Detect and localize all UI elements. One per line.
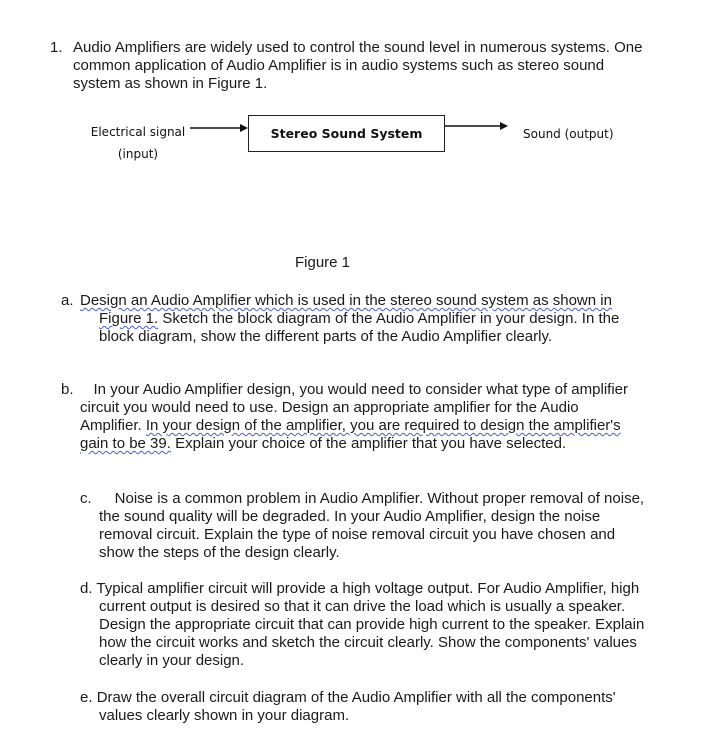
item-b bbox=[61, 381, 629, 453]
item-a-text: Sketch the block diagram of the Audio Amplifier in your design. In the block diagram, show the different parts of the Audio Amplifier clearly. bbox=[99, 310, 620, 345]
item-e-label: e. bbox=[80, 689, 93, 706]
item-d-text: Typical amplifier circuit will provide a high voltage output. For Audio Amplifier, high current output is desired so that it can drive the load which is usually a speaker. Design the appropriate circuit that can provide high current to the speaker. Explain how the circuit works and sketch the circuit clearly. Show the components' values clearly in your design. bbox=[96, 580, 645, 669]
item-c bbox=[80, 490, 648, 562]
input-label bbox=[90, 121, 186, 165]
output-arrow bbox=[445, 120, 511, 132]
item-a: a. Design an Audio Amplifier which is used in the stereo sound system as shown in Figure 1. Sketch the block diagram of the Audio Amplifier in your design. In the block diagram, show the different parts of the Audio Amplifier clearly. bbox=[61, 292, 620, 345]
output-label: Sound (output) bbox=[523, 127, 614, 141]
input-arrow bbox=[190, 122, 250, 134]
item-c-label: c. bbox=[80, 490, 92, 507]
input-label-line2: (input) bbox=[117, 147, 159, 161]
figure-caption: Figure 1 bbox=[295, 254, 351, 271]
item-b-text2: Explain your choice of the amplifier that you have selected. bbox=[170, 435, 567, 452]
question-intro: Audio Amplifiers are widely used to control the sound level in numerous systems. One common application of Audio Amplifier is in audio systems such as stereo sound system as shown in Figure 1. bbox=[73, 39, 643, 92]
item-b-text1: In your Audio Amplifier design, you would need to consider what type of amplifier circuit you would need to use. Design an appropriate amplifier for the Audio Amplifier. bbox=[80, 381, 628, 434]
item-c-text: Noise is a common problem in Audio Amplifier. Without proper removal of noise, the sound quality will be degraded. In your Audio Amplifier, design the noise removal circuit. Explain the type of noise removal circuit you have chosen and show the steps of the design clearly. bbox=[99, 490, 645, 561]
item-e bbox=[80, 689, 648, 725]
item-a-underlined: Design an Audio Amplifier which is used in the stereo sound system as shown in Figure 1. bbox=[80, 292, 612, 327]
stereo-sound-system-box bbox=[248, 115, 445, 152]
item-d-label: d. bbox=[80, 580, 93, 597]
item-b-label: b. bbox=[61, 381, 74, 398]
question-number: 1. bbox=[50, 39, 63, 56]
item-b-underlined: In your design of the amplifier, you are required to design the amplifier's gain to be 39. bbox=[80, 417, 621, 452]
item-e-text: Draw the overall circuit diagram of the Audio Amplifier with all the components' values clearly shown in your diagram. bbox=[96, 689, 616, 724]
item-d bbox=[80, 580, 648, 670]
input-label-line1: Electrical signal bbox=[90, 125, 186, 139]
box-label: Stereo Sound System bbox=[270, 125, 423, 141]
